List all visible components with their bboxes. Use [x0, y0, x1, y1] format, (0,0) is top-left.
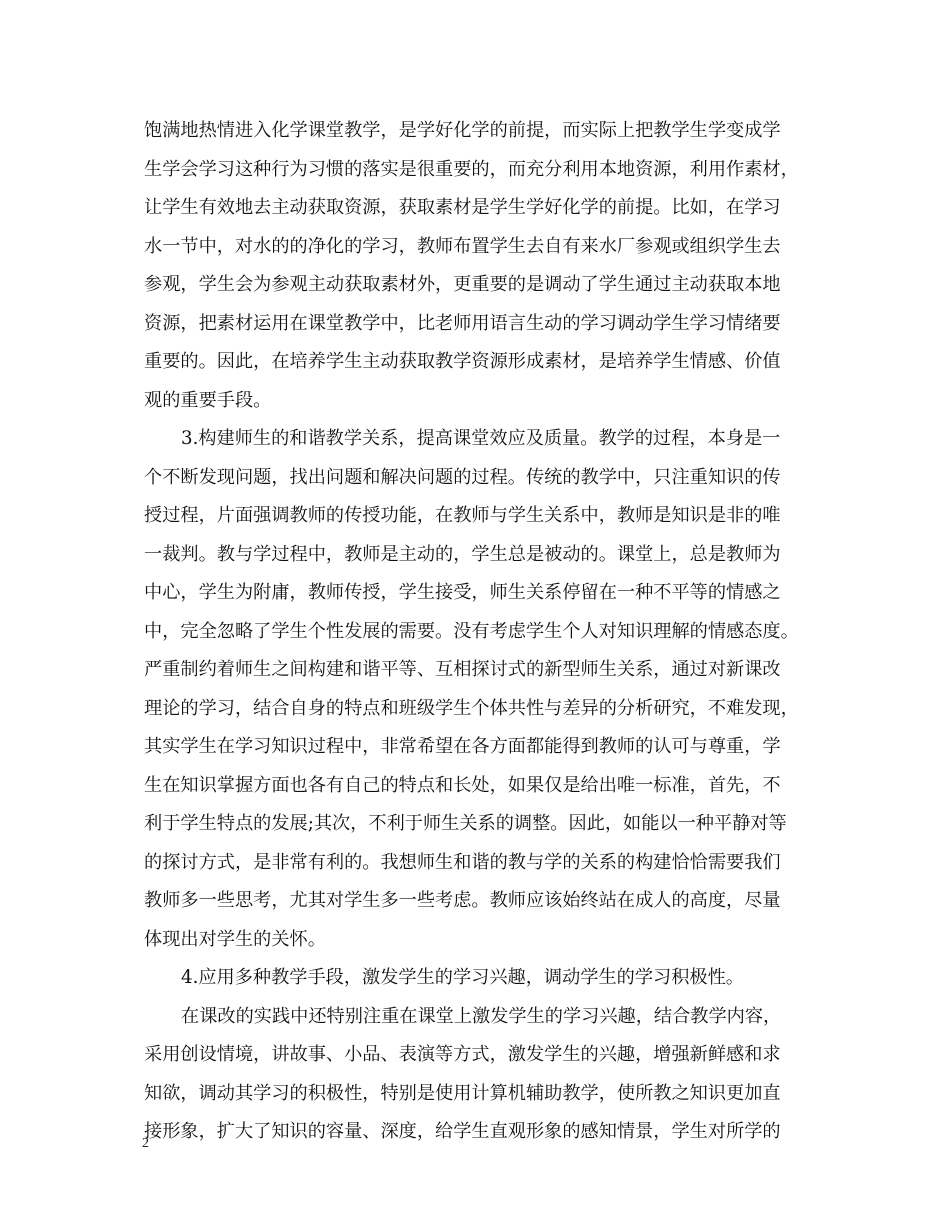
text-line: 观的重要手段。 [144, 389, 272, 411]
text-line: 让学生有效地去主动获取资源，获取素材是学生学好化学的前提。比如，在学习 [144, 197, 781, 218]
page-number: 2 [142, 1136, 149, 1151]
text-line: 采用创设情境，讲故事、小品、表演等方式，激发学生的兴趣，增强新鲜感和求 [144, 1044, 781, 1065]
text-line: 个不断发现问题，找出问题和解决问题的过程。传统的教学中，只注重知识的传 [144, 466, 781, 488]
text-line: 严重制约着师生之间构建和谐平等、互相探讨式的新型师生关系，通过对新课改 [144, 659, 781, 680]
section-heading-line: 4.应用多种教学手段，激发学生的学习兴趣，调动学生的学习积极性。 [181, 967, 744, 988]
text-line: 授过程，片面强调教师的传授功能，在教师与学生关系中，教师是知识是非的唯 [144, 505, 781, 526]
text-line: 水一节中，对水的的净化的学习，教师布置学生去自有来水厂参观或组织学生去 [144, 235, 781, 257]
paragraph-start-line: 在课改的实践中还特别注重在课堂上激发学生的学习兴趣，结合教学内容， [181, 1005, 782, 1027]
text-line: 生在知识掌握方面也各有自己的特点和长处，如果仅是给出唯一标准，首先，不 [144, 774, 781, 796]
text-line: 中，完全忽略了学生个性发展的需要。没有考虑学生个人对知识理解的情感态度。 [144, 620, 799, 642]
text-line: 的探讨方式，是非常有利的。我想师生和谐的教与学的关系的构建恰恰需要我们 [144, 851, 781, 873]
text-line: 体现出对学生的关怀。 [144, 928, 326, 950]
body-text [144, 112, 824, 1152]
text-line: 一裁判。教与学过程中，教师是主动的，学生总是被动的。课堂上，总是教师为 [144, 543, 781, 565]
text-line: 其实学生在学习知识过程中，非常希望在各方面都能得到教师的认可与尊重，学 [144, 736, 781, 757]
text-line: 参观，学生会为参观主动获取素材外，更重要的是调动了学生通过主动获取本地 [144, 274, 781, 295]
text-line: 理论的学习，结合自身的特点和班级学生个体共性与差异的分析研究，不难发现， [144, 697, 799, 719]
text-line: 中心，学生为附庸，教师传授，学生接受，师生关系停留在一种不平等的情感之 [144, 582, 781, 603]
text-line: 教师多一些思考，尤其对学生多一些考虑。教师应该始终站在成人的高度，尽量 [144, 890, 781, 911]
text-line: 饱满地热情进入化学课堂教学，是学好化学的前提，而实际上把教学生学变成学 [144, 120, 781, 141]
text-line: 重要的。因此，在培养学生主动获取教学资源形成素材，是培养学生情感、价值 [144, 351, 781, 372]
text-line: 资源，把素材运用在课堂教学中，比老师用语言生动的学习调动学生学习情绪要 [144, 312, 781, 334]
text-line: 利于学生特点的发展;其次，不利于师生关系的调整。因此，如能以一种平静对等 [144, 813, 787, 834]
text-line: 生学会学习这种行为习惯的落实是很重要的，而充分利用本地资源，利用作素材， [144, 158, 799, 180]
section-heading-line: 3.构建师生的和谐教学关系，提高课堂效应及质量。教学的过程，本身是一 [181, 428, 781, 449]
text-line: 知欲，调动其学习的积极性，特别是使用计算机辅助教学，使所教之知识更加直 [144, 1082, 781, 1104]
text-line: 接形象，扩大了知识的容量、深度，给学生直观形象的感知情景，学生对所学的 [144, 1121, 781, 1142]
